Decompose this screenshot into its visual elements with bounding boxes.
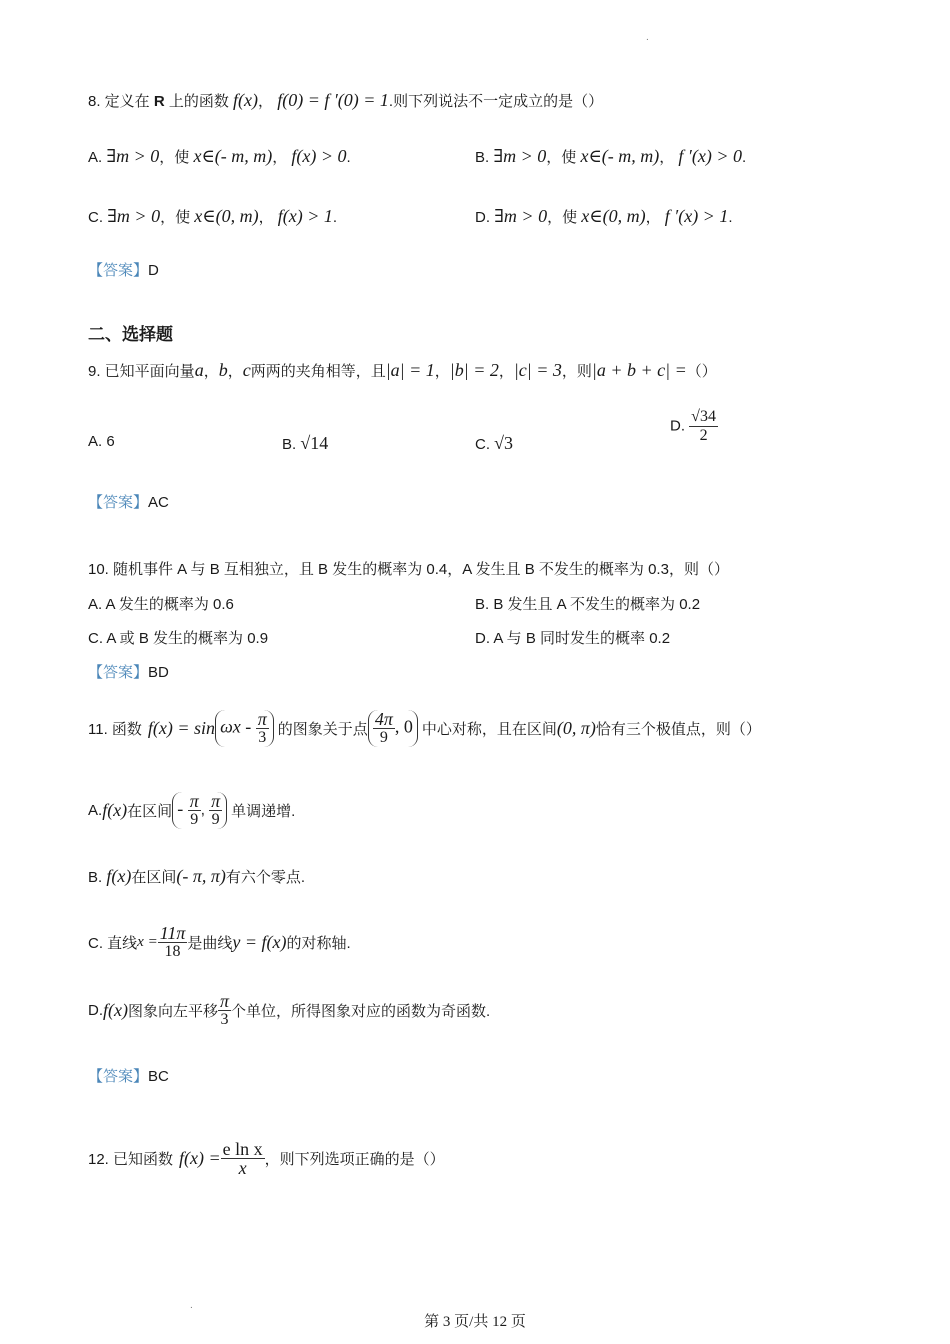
opt-set: x∈(- m, m) <box>580 146 660 166</box>
q9-opt-c-value: √3 <box>494 433 514 453</box>
question-8-stem: 8. 定义在 R 上的函数 f(x)， f(0) = f ′(0) = 1.则下列说法不一定成立的是（） <box>88 90 604 110</box>
q9-vec-a: a <box>194 360 204 380</box>
answer-value: BC <box>148 1068 169 1085</box>
fraction <box>188 792 201 829</box>
q9-option-d <box>670 408 718 445</box>
question-10-stem: 10. 随机事件 A 与 B 互相独立，且 B 发生的概率为 0.4，A 发生且 B 不发生的概率为 0.3，则（） <box>88 561 729 578</box>
opt-ineq: f(x) > 0 <box>291 146 347 166</box>
opt-set: x∈(- m, m) <box>193 146 273 166</box>
q8-text2: 上的函数 <box>164 93 229 110</box>
decor-dot: . <box>190 1300 193 1311</box>
minus: - <box>177 797 188 818</box>
numerator: 4π <box>374 708 393 729</box>
opt-label: B. <box>475 149 494 166</box>
opt-label: A. <box>88 801 103 819</box>
q9-opt-b-value: √14 <box>300 433 329 453</box>
opt-set: x∈(0, m) <box>581 206 646 226</box>
opt-fx: f(x) <box>106 866 132 886</box>
q11-func: f(x) = sin <box>147 717 216 738</box>
opt-set: x∈(0, m) <box>194 206 259 226</box>
q9-norm-c: |c| = 3 <box>513 360 562 380</box>
answer-tag: 【答案】 <box>88 664 149 681</box>
q8-answer <box>88 259 159 280</box>
denominator: 2 <box>699 427 708 444</box>
opt-mid: ，使 <box>546 149 577 166</box>
q10-option-a: A. A 发生的概率为 0.6 <box>88 596 234 613</box>
denominator: 9 <box>379 728 388 746</box>
opt-tail: 的对称轴. <box>286 934 351 952</box>
opt-ineq: f ′(x) > 0 <box>678 146 742 166</box>
opt-label: C. <box>475 436 495 453</box>
q9-norm-a: |a| = 1 <box>385 360 435 380</box>
fraction <box>256 710 269 747</box>
q11-text3: 中心对称，且在区间 <box>421 720 557 738</box>
q11-point-tail: , 0 <box>394 715 413 736</box>
q11-text: 11. 函数 <box>88 720 142 738</box>
opt-ineq: f(x) > 1 <box>277 206 333 226</box>
answer-tag: 【答案】 <box>88 1068 149 1085</box>
q11-option-d <box>88 985 490 1035</box>
q9-vec-b: b <box>218 360 228 380</box>
page-footer: 第 3 页/共 12 页 <box>424 1314 526 1330</box>
fraction <box>689 408 718 445</box>
section-title: 二、选择题 <box>88 325 173 344</box>
question-12-stem <box>88 1134 445 1182</box>
denominator: 9 <box>190 810 199 828</box>
q11-a-interval: - $\frac{\pi}{9}$ , $\frac{\pi}{9}$ <box>172 792 227 829</box>
q9-text: 9. 已知平面向量 <box>88 363 195 380</box>
numerator: π <box>189 790 199 811</box>
q11-point-paren <box>368 710 418 747</box>
opt-ineq: f ′(x) > 1 <box>664 206 729 226</box>
q8-r: R <box>153 93 165 110</box>
answer-tag: 【答案】 <box>88 262 149 279</box>
opt-label: B. <box>88 869 107 886</box>
denominator: 3 <box>220 1010 229 1028</box>
denominator: 9 <box>211 810 220 828</box>
q9-answer <box>88 491 169 512</box>
q8-option-c: C. ∃m > 0，使 x∈(0, m)， f(x) > 1. <box>88 206 338 226</box>
numerator: π <box>220 990 230 1011</box>
opt-tail: 个单位，所得图象对应的函数为奇函数. <box>231 1002 491 1020</box>
opt-x: x = <box>137 933 158 950</box>
opt-fx: f(x) <box>103 999 128 1020</box>
opt-interval: (- π, π) <box>176 866 226 886</box>
decor-dot: . <box>646 32 649 43</box>
q8-fx: f(x) <box>233 90 259 110</box>
question-11-stem <box>88 697 761 759</box>
opt-tail: 有六个零点. <box>225 869 306 886</box>
denominator: 18 <box>164 942 181 960</box>
fraction <box>373 710 395 747</box>
q10-option-c: C. A 或 B 发生的概率为 0.9 <box>88 630 269 647</box>
opt-exists: ∃m > 0 <box>493 146 547 166</box>
numerator: e ln x <box>222 1138 263 1159</box>
q8-option-b: B. ∃m > 0，使 x∈(- m, m)， f ′(x) > 0. <box>475 146 747 166</box>
opt-label: C. 直线 <box>88 934 138 952</box>
opt-mid: ，使 <box>159 149 190 166</box>
numerator: π <box>257 708 267 729</box>
fraction <box>209 792 222 829</box>
q11-text2: 的图象关于点 <box>277 720 368 738</box>
answer-value: AC <box>148 494 169 511</box>
opt-label: D. <box>475 209 495 226</box>
numerator: 11π <box>159 922 186 943</box>
q8-cond: f(0) = f ′(0) = 1 <box>277 90 389 110</box>
opt-mid: ，使 <box>160 209 191 226</box>
q10-answer <box>88 661 169 682</box>
q11-interval: (0, π) <box>556 717 596 738</box>
q12-func: f(x) = <box>179 1147 221 1168</box>
opt-mid: ，使 <box>547 209 578 226</box>
q10-option-d: D. A 与 B 同时发生的概率 0.2 <box>475 630 671 647</box>
opt-exists: ∃m > 0 <box>107 206 161 226</box>
q12-text: 12. 已知函数 <box>88 1150 174 1168</box>
q11-arg-paren <box>215 710 274 747</box>
opt-label: C. <box>88 209 108 226</box>
q10-option-b: B. B 发生且 A 不发生的概率为 0.2 <box>475 596 701 613</box>
numerator: π <box>211 790 221 811</box>
opt-mid: 是曲线 <box>187 934 233 952</box>
q8-option-a: A. ∃m > 0，使 x∈(- m, m)， f(x) > 0. <box>88 146 351 166</box>
q9-paren: （） <box>686 363 717 380</box>
opt-mid: 在区间 <box>127 802 173 820</box>
opt-mid: 图象向左平移 <box>127 1002 218 1020</box>
q9-vec-c: c <box>242 360 251 380</box>
fraction <box>158 924 188 961</box>
opt-label: B. <box>282 436 301 453</box>
question-9-stem: 9. 已知平面向量a，b，c两两的夹角相等，且|a| = 1，|b| = 2，|c| = 3，则|a + b + c| =（） <box>88 360 717 380</box>
numerator: √34 <box>691 408 716 425</box>
q12-tail: ，则下列选项正确的是（） <box>264 1150 445 1168</box>
q8-text: 8. 定义在 <box>88 93 154 110</box>
q9-option-a: A. 6 <box>88 433 115 450</box>
denominator: x <box>238 1157 247 1178</box>
q8-option-d: D. ∃m > 0，使 x∈(0, m)， f ′(x) > 1. <box>475 206 733 226</box>
answer-tag: 【答案】 <box>88 494 149 511</box>
q9-option-b <box>282 433 328 454</box>
q9-norm-sum: |a + b + c| = <box>591 360 687 380</box>
opt-mid: 在区间 <box>131 869 177 886</box>
q9-norm-b: |b| = 2 <box>449 360 499 380</box>
q9-text2: 两两的夹角相等，且 <box>250 363 386 380</box>
opt-label: D. <box>88 1001 103 1019</box>
q11-arg: ωx - <box>220 715 256 736</box>
q8-tail: .则下列说法不一定成立的是（） <box>388 93 604 110</box>
opt-label: A. <box>88 149 107 166</box>
q11-option-b <box>88 866 305 887</box>
opt-curve: y = f(x) <box>232 931 287 952</box>
fraction <box>218 992 231 1029</box>
q9-text3: ，则 <box>561 363 592 380</box>
answer-value: D <box>148 262 159 279</box>
opt-fx: f(x) <box>102 799 128 820</box>
opt-label: D. <box>670 417 690 435</box>
fraction <box>221 1140 265 1177</box>
opt-tail: 单调递增. <box>231 802 296 820</box>
q11-answer <box>88 1065 169 1086</box>
opt-exists: ∃m > 0 <box>106 146 160 166</box>
opt-exists: ∃m > 0 <box>494 206 548 226</box>
denominator: 3 <box>258 728 267 746</box>
q11-option-a <box>88 780 295 840</box>
q9-option-c <box>475 433 513 454</box>
answer-value: BD <box>148 664 169 681</box>
q11-text4: 恰有三个极值点，则（） <box>595 720 761 738</box>
q11-option-c <box>88 920 351 964</box>
